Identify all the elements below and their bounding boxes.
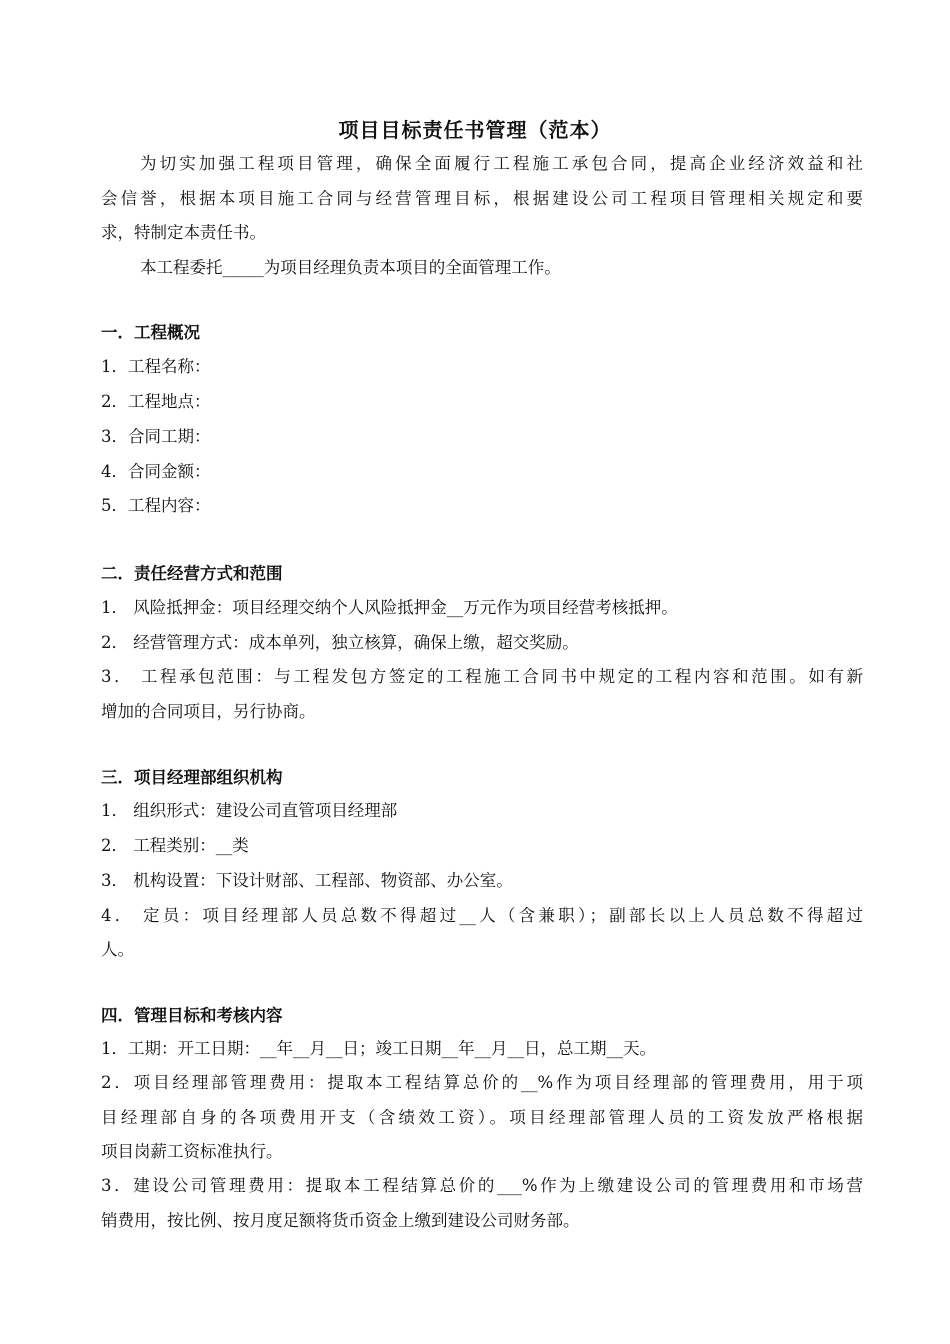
list-item: 3．合同工期： [101, 427, 211, 446]
list-item-continuation: 销费用，按比例、按月度足额将货币资金上缴到建设公司财务部。 [101, 1211, 580, 1230]
list-item: 1．工程名称： [101, 357, 211, 376]
list-item: 3．建设公司管理费用：提取本工程结算总价的___%作为上缴建设公司的管理费用和市场营 [101, 1176, 863, 1195]
document-title: 项目目标责任书管理（范本） [338, 118, 612, 142]
list-item: 2．工程地点： [101, 392, 211, 411]
list-item: 2． 工程类别：__类 [101, 836, 249, 855]
list-item: 3． 工程承包范围：与工程发包方签定的工程施工合同书中规定的工程内容和范围。如有新 [101, 667, 863, 686]
list-item: 2．项目经理部管理费用：提取本工程结算总价的__%作为项目经理部的管理费用，用于项 [101, 1073, 863, 1092]
list-item-continuation: 增加的合同项目，另行协商。 [101, 702, 316, 721]
section-heading: 三．项目经理部组织机构 [101, 768, 283, 787]
list-item: 1． 风险抵押金：项目经理交纳个人风险抵押金__万元作为项目经营考核抵押。 [101, 598, 678, 617]
intro-paragraph-line: 会信誉，根据本项目施工合同与经营管理目标，根据建设公司工程项目管理相关规定和要 [101, 189, 863, 208]
list-item: 5．工程内容： [101, 496, 211, 515]
list-item: 4． 定员：项目经理部人员总数不得超过__人（含兼职）；副部长以上人员总数不得超过 [101, 906, 863, 925]
list-item: 1． 组织形式：建设公司直管项目经理部 [101, 801, 398, 820]
list-item-continuation: 人。 [101, 940, 134, 959]
list-item: 2． 经营管理方式：成本单列，独立核算，确保上缴，超交奖励。 [101, 633, 579, 652]
list-item-continuation: 目经理部自身的各项费用开支（含绩效工资）。项目经理部管理人员的工资发放严格根据 [101, 1108, 863, 1127]
list-item: 4．合同金额： [101, 462, 211, 481]
intro-entrust-line: 本工程委托_____为项目经理负责本项目的全面管理工作。 [140, 258, 561, 277]
list-item: 3． 机构设置：下设计财部、工程部、物资部、办公室。 [101, 871, 513, 890]
list-item-continuation: 项目岗薪工资标准执行。 [101, 1142, 283, 1161]
section-heading: 一．工程概况 [101, 323, 200, 342]
section-heading: 四．管理目标和考核内容 [101, 1006, 283, 1025]
section-heading: 二．责任经营方式和范围 [101, 564, 283, 583]
intro-paragraph-line: 求，特制定本责任书。 [101, 223, 266, 242]
intro-paragraph-line: 为切实加强工程项目管理，确保全面履行工程施工承包合同，提高企业经济效益和社 [140, 154, 863, 173]
list-item: 1．工期：开工日期：__年__月__日；竣工日期__年__月__日，总工期__天。 [101, 1039, 656, 1058]
